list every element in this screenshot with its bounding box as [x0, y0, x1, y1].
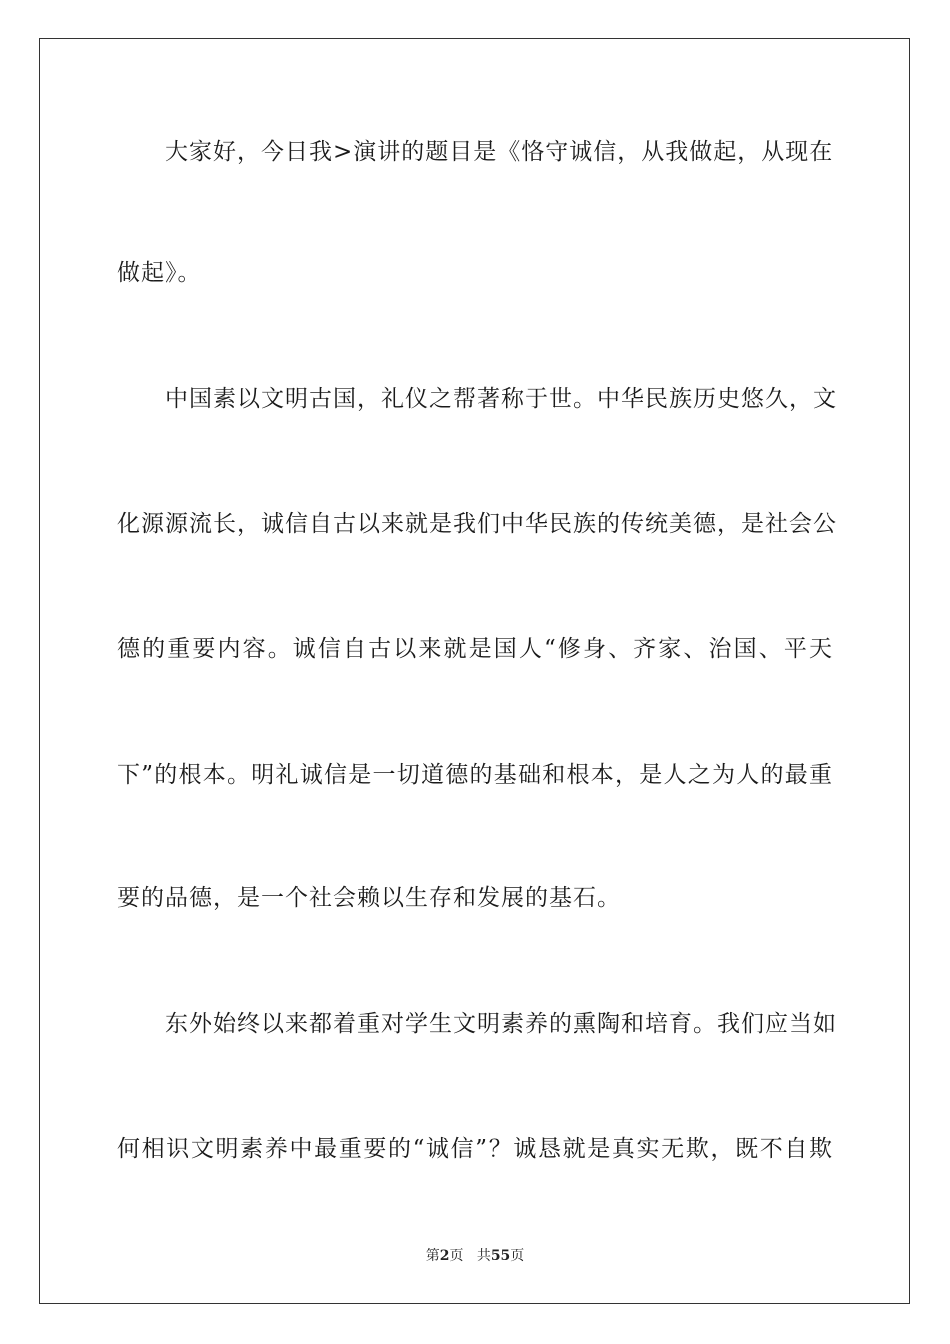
- page-footer: [0, 1247, 950, 1265]
- page-prefix: 第: [425, 1248, 440, 1264]
- text-line: 做起》。: [117, 260, 202, 286]
- text-line: 中国素以文明古国，礼仪之帮著称于世。中华民族历史悠久，文: [165, 386, 837, 412]
- text-line: 化源源流长，诚信自古以来就是我们中华民族的传统美德，是社会公: [117, 511, 837, 537]
- text-line: 何相识文明素养中最重要的“诚信”？诚恳就是真实无欺，既不自欺: [117, 1136, 833, 1162]
- page-suffix: 页: [449, 1248, 464, 1264]
- text-line: 下”的根本。明礼诚信是一切道德的基础和根本，是人之为人的最重: [117, 762, 833, 788]
- text-line: 德的重要内容。诚信自古以来就是国人“修身、齐家、治国、平天: [117, 636, 833, 662]
- total-pages: 55: [490, 1248, 511, 1264]
- text-line: 东外始终以来都着重对学生文明素养的熏陶和培育。我们应当如: [165, 1011, 837, 1037]
- page-number: 2: [439, 1248, 450, 1264]
- page-border: [39, 38, 910, 1304]
- total-suffix: 页: [510, 1248, 525, 1264]
- text-line: 要的品德，是一个社会赖以生存和发展的基石。: [117, 885, 621, 911]
- total-prefix: 共: [476, 1248, 491, 1264]
- text-line: 大家好，今日我>演讲的题目是《恪守诚信，从我做起，从现在: [165, 139, 834, 165]
